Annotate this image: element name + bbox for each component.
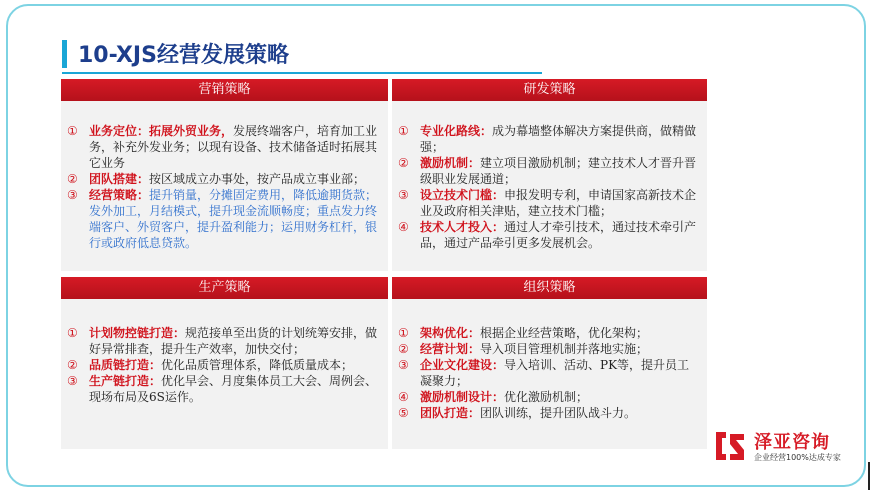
item-number: ⑤ — [398, 406, 409, 420]
item-keyword: 品质链打造： — [89, 358, 162, 372]
list-item — [398, 341, 701, 357]
panel-body-marketing — [61, 101, 388, 251]
item-number: ② — [398, 156, 409, 170]
panel-header-marketing: 营销策略 — [61, 79, 388, 101]
item-number: ③ — [398, 358, 409, 372]
item-text: 优化品质管理体系，降低质量成本； — [161, 358, 354, 372]
item-keyword: 专业化路线： — [420, 124, 493, 138]
list-item — [398, 405, 701, 421]
logo-mark-icon — [712, 428, 748, 464]
panel-rnd — [392, 79, 707, 271]
title-accent-bar — [62, 40, 67, 68]
list-item — [67, 171, 382, 187]
item-keyword: 架构优化： — [420, 326, 481, 340]
list-item — [67, 373, 382, 405]
item-number: ③ — [67, 374, 78, 388]
item-number: ③ — [398, 188, 409, 202]
item-keyword: 激励机制： — [420, 156, 481, 170]
panel-body-production — [61, 299, 388, 405]
list-item — [398, 325, 701, 341]
list-item — [67, 357, 382, 373]
panel-body-organization — [392, 299, 707, 421]
item-number: ④ — [398, 390, 409, 404]
item-text: 导入培训、活动、PK等，提升员工凝聚力； — [420, 358, 690, 388]
item-keyword: 生产链打造： — [89, 374, 162, 388]
item-number: ③ — [67, 188, 78, 202]
item-keyword: 企业文化建设： — [420, 358, 505, 372]
panel-header-organization: 组织策略 — [392, 277, 707, 299]
item-keyword: 团队打造： — [420, 406, 481, 420]
item-text: 导入项目管理机制并落地实施； — [480, 342, 649, 356]
title-underline — [62, 72, 542, 74]
item-text: 优化激励机制； — [504, 390, 589, 404]
item-keyword: 经营计划： — [420, 342, 481, 356]
item-number: ② — [67, 172, 78, 186]
panel-organization — [392, 277, 707, 449]
item-number: ① — [67, 124, 78, 138]
item-keyword: 团队搭建： — [89, 172, 150, 186]
list-item — [398, 357, 701, 389]
page-title: 10-XJS经营发展策略 — [78, 43, 289, 68]
list-item — [398, 155, 701, 187]
logo-name: 泽亚咨询 — [754, 432, 830, 453]
list-item — [67, 187, 382, 251]
item-text: 规范接单至出货的计划统筹安排，做好异常排查，提升生产效率，加快交付； — [89, 326, 378, 356]
item-number: ② — [67, 358, 78, 372]
item-keyword: 设立技术门槛： — [420, 188, 505, 202]
item-text: 按区域成立办事处，按产品成立事业部； — [149, 172, 366, 186]
company-logo — [712, 428, 862, 468]
list-item — [67, 325, 382, 357]
panel-marketing — [61, 79, 388, 271]
item-text: 申报发明专利，申请国家高新技术企业及政府相关津贴，建立技术门槛； — [420, 188, 697, 218]
item-text: 建立项目激励机制；建立技术人才晋升晋级职业发展通道； — [420, 156, 697, 186]
item-number: ② — [398, 342, 409, 356]
list-item — [398, 187, 701, 219]
item-number: ④ — [398, 220, 409, 234]
panel-body-rnd — [392, 101, 707, 251]
panel-header-production: 生产策略 — [61, 277, 388, 299]
item-number: ① — [398, 124, 409, 138]
item-keyword: 激励机制设计： — [420, 390, 505, 404]
item-number: ① — [398, 326, 409, 340]
list-item — [67, 123, 382, 171]
item-keyword: 技术人才投入： — [420, 220, 505, 234]
item-keyword: 计划物控链打造： — [89, 326, 186, 340]
item-text: 根据企业经营策略，优化架构； — [480, 326, 649, 340]
panel-header-rnd: 研发策略 — [392, 79, 707, 101]
logo-slogan: 企业经营100%达成专家 — [754, 453, 841, 462]
panel-production — [61, 277, 388, 449]
corner-divider — [868, 462, 870, 490]
item-text: 通过人才牵引技术，通过技术牵引产品，通过产品牵引更多发展机会。 — [420, 220, 697, 250]
item-text-blue: 提升销量，分摊固定费用，降低逾期货款；发外加工，月结模式，提升现金流顺畅度；重点发力终端客户、外贸客户，提升盈利能力；运用财务杠杆，银行或政府低息贷款。 — [89, 188, 378, 250]
item-text: 团队训练，提升团队战斗力。 — [480, 406, 637, 420]
item-text: 发展终端客户，培育加工业务，补充外发业务；以现有设备、技术储备适时拓展其它业务 — [89, 124, 378, 170]
list-item — [398, 389, 701, 405]
item-text: 优化早会、月度集体员工大会、周例会、现场布局及6S运作。 — [89, 374, 378, 404]
list-item — [398, 123, 701, 155]
item-keyword: 业务定位： — [89, 124, 150, 138]
list-item — [398, 219, 701, 251]
item-keyword-highlight: 拓展外贸业务， — [149, 124, 234, 138]
item-keyword: 经营策略： — [89, 188, 150, 202]
item-text: 成为幕墙整体解决方案提供商，做精做强； — [420, 124, 697, 154]
item-number: ① — [67, 326, 78, 340]
